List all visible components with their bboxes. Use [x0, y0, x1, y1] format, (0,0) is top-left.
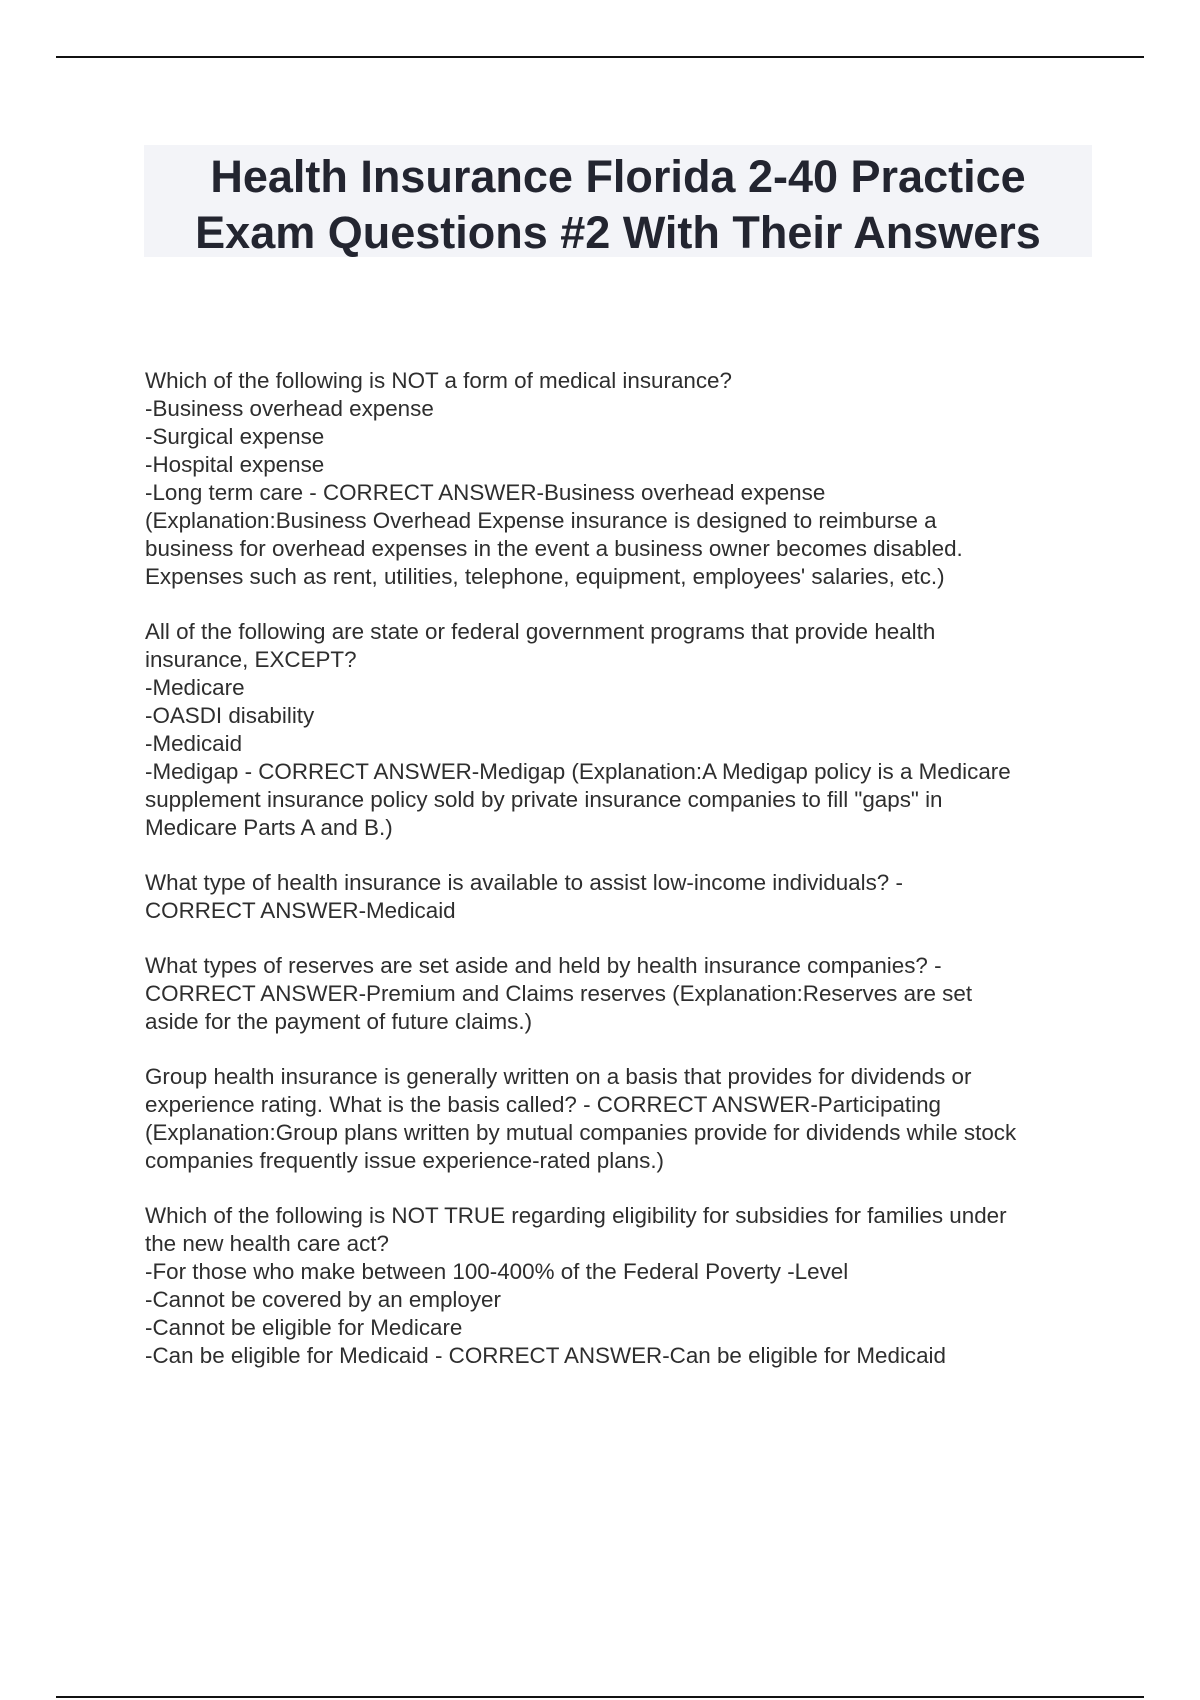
question-line: business for overhead expenses in the event a business owner becomes disabled. — [145, 536, 963, 561]
question-line: Expenses such as rent, utilities, telephone, equipment, employees' salaries, etc.) — [145, 564, 945, 589]
question-line: -Cannot be covered by an employer — [145, 1287, 501, 1312]
question-line: -Can be eligible for Medicaid - CORRECT ANSWER-Can be eligible for Medicaid — [145, 1343, 946, 1368]
question-block-4 — [145, 952, 1105, 1036]
bottom-rule — [56, 1696, 1144, 1698]
question-line: Which of the following is NOT TRUE regarding eligibility for subsidies for families under — [145, 1203, 1007, 1228]
questions-list — [145, 367, 1105, 1397]
question-line: All of the following are state or federal government programs that provide health — [145, 619, 936, 644]
question-line: -Hospital expense — [145, 452, 325, 477]
question-line: Which of the following is NOT a form of medical insurance? — [145, 368, 732, 393]
question-line: (Explanation:Business Overhead Expense insurance is designed to reimburse a — [145, 508, 937, 533]
question-line: CORRECT ANSWER-Medicaid — [145, 898, 456, 923]
question-line: -Medicaid — [145, 731, 243, 756]
question-line: supplement insurance policy sold by private insurance companies to fill "gaps" in — [145, 787, 943, 812]
page-title-line-2: Exam Questions #2 With Their Answers — [195, 207, 1041, 258]
question-block-1 — [145, 367, 1105, 591]
question-line: the new health care act? — [145, 1231, 389, 1256]
question-line: CORRECT ANSWER-Premium and Claims reserves (Explanation:Reserves are set — [145, 981, 973, 1006]
question-line: -Medigap - CORRECT ANSWER-Medigap (Explanation:A Medigap policy is a Medicare — [145, 759, 1011, 784]
question-line: -Long term care - CORRECT ANSWER-Business overhead expense — [145, 480, 826, 505]
question-line: aside for the payment of future claims.) — [145, 1009, 533, 1034]
question-line: -Surgical expense — [145, 424, 325, 449]
question-line: -OASDI disability — [145, 703, 315, 728]
question-line: -Business overhead expense — [145, 396, 434, 421]
page-title-line-1: Health Insurance Florida 2-40 Practice — [210, 151, 1026, 202]
question-line: -For those who make between 100-400% of the Federal Poverty -Level — [145, 1259, 849, 1284]
question-block-2 — [145, 618, 1105, 842]
question-line: -Medicare — [145, 675, 245, 700]
title-banner — [144, 145, 1092, 257]
question-line: -Cannot be eligible for Medicare — [145, 1315, 463, 1340]
question-line: insurance, EXCEPT? — [145, 647, 357, 672]
question-line: companies frequently issue experience-rated plans.) — [145, 1148, 664, 1173]
question-block-6 — [145, 1202, 1105, 1370]
question-block-3 — [145, 869, 1105, 925]
question-line: What type of health insurance is available to assist low-income individuals? - — [145, 870, 903, 895]
question-line: Group health insurance is generally written on a basis that provides for dividends or — [145, 1064, 972, 1089]
question-line: What types of reserves are set aside and held by health insurance companies? - — [145, 953, 942, 978]
top-rule — [56, 56, 1144, 58]
question-line: experience rating. What is the basis called? - CORRECT ANSWER-Participating — [145, 1092, 942, 1117]
question-block-5 — [145, 1063, 1105, 1175]
question-line: Medicare Parts A and B.) — [145, 815, 393, 840]
question-line: (Explanation:Group plans written by mutual companies provide for dividends while stock — [145, 1120, 1017, 1145]
